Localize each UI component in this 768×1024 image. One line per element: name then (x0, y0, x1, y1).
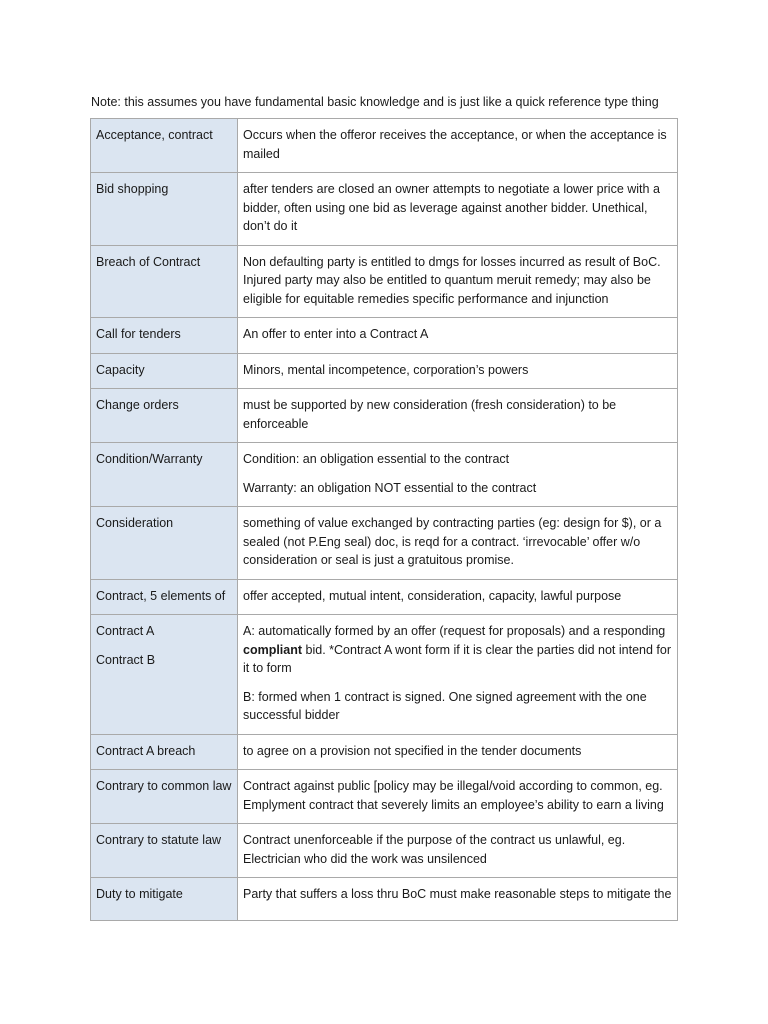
term-cell: Acceptance, contract (91, 119, 238, 173)
glossary-table (90, 118, 678, 921)
table-row (91, 173, 678, 246)
definition-cell: to agree on a provision not specified in the tender documents (238, 734, 678, 770)
table-row (91, 878, 678, 921)
term-cell: Contract A breach (91, 734, 238, 770)
table-row (91, 245, 678, 318)
table-row (91, 824, 678, 878)
term-paragraph: Contract B (96, 652, 156, 667)
term-cell: Condition/Warranty (91, 443, 238, 507)
table-row (91, 443, 678, 507)
term-cell: Contrary to common law (91, 770, 238, 824)
table-row (91, 770, 678, 824)
table-row (91, 734, 678, 770)
definition-paragraph: B: formed when 1 contract is signed. One signed agreement with the one successful bidder (243, 689, 647, 722)
term-cell: Consideration (91, 507, 238, 580)
table-row (91, 615, 678, 735)
definition-cell: offer accepted, mutual intent, consideration, capacity, lawful purpose (238, 579, 678, 615)
table-row (91, 119, 678, 173)
definition-cell: Contract against public [policy may be illegal/void according to common, eg. Emplyment contract that severely limits an employee’s ability to earn a living (238, 770, 678, 824)
term-cell: Bid shopping (91, 173, 238, 246)
definition-cell: An offer to enter into a Contract A (238, 318, 678, 354)
definition-cell: after tenders are closed an owner attempts to negotiate a lower price with a bidder, often using one bid as leverage against another bidder. Unethical, don’t do it (238, 173, 678, 246)
table-row (91, 353, 678, 389)
term-cell: Call for tenders (91, 318, 238, 354)
table-row (91, 579, 678, 615)
page-note: Note: this assumes you have fundamental basic knowledge and is just like a quick reference type thing (91, 95, 659, 109)
definition-text: bid. *Contract A wont form if it is clear the parties did not intend for it to form (243, 642, 671, 675)
table-row (91, 389, 678, 443)
table-row (91, 507, 678, 580)
definition-paragraph (243, 622, 672, 678)
term-cell: Contract, 5 elements of (91, 579, 238, 615)
definition-emphasis: compliant (243, 642, 303, 657)
definition-cell: Contract unenforceable if the purpose of the contract us unlawful, eg. Electrician who did the work was unsilenced (238, 824, 678, 878)
definition-cell (238, 615, 678, 735)
term-paragraph: Contract A (96, 624, 155, 638)
term-cell: Contrary to statute law (91, 824, 238, 878)
term-cell: Duty to mitigate (91, 878, 238, 921)
definition-cell: something of value exchanged by contracting parties (eg: design for $), or a sealed (not P.Eng seal) doc, is reqd for a contract. ‘irrevocable’ offer w/o consideration or seal is just a gratuitous promise. (238, 507, 678, 580)
definition-cell: Occurs when the offeror receives the acceptance, or when the acceptance is mailed (238, 119, 678, 173)
term-cell: Change orders (91, 389, 238, 443)
definition-cell: Non defaulting party is entitled to dmgs for losses incurred as result of BoC. Injured party may also be entitled to quantum meruit remedy; may also be eligible for equitable remedies specific performance and injunction (238, 245, 678, 318)
definition-cell (238, 878, 678, 921)
term-cell (91, 615, 238, 735)
definition-paragraph: Condition: an obligation essential to the contract (243, 452, 510, 466)
definition-paragraph: Warranty: an obligation NOT essential to the contract (243, 480, 537, 495)
definition-cell: must be supported by new consideration (fresh consideration) to be enforceable (238, 389, 678, 443)
definition-text: A: automatically formed by an offer (request for proposals) and a responding (243, 624, 666, 638)
definition-text: Party that suffers a loss thru BoC must make reasonable steps to mitigate the (243, 887, 672, 901)
definition-cell (238, 443, 678, 507)
term-cell: Capacity (91, 353, 238, 389)
table-row (91, 318, 678, 354)
definition-cell: Minors, mental incompetence, corporation’s powers (238, 353, 678, 389)
term-cell: Breach of Contract (91, 245, 238, 318)
